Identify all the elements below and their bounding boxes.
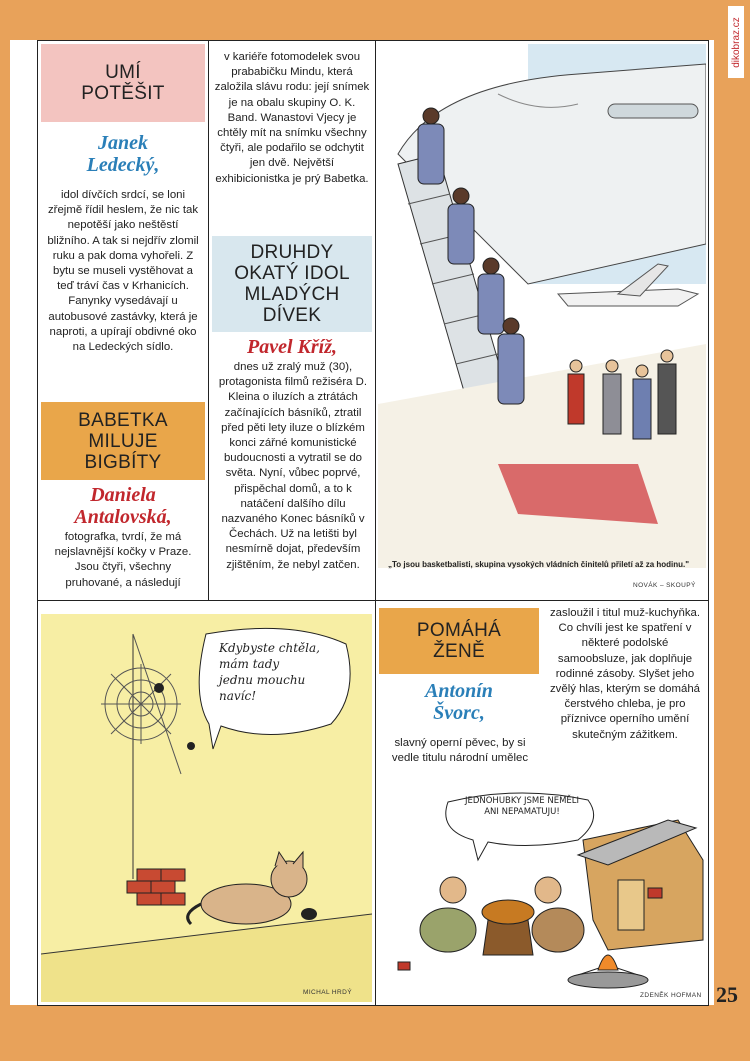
spider-credit: MICHAL HRDÝ	[303, 989, 352, 996]
top-rule	[37, 40, 709, 41]
cave-cartoon	[378, 780, 706, 1002]
airport-cartoon	[378, 44, 706, 589]
article-text-druhdy: dnes už zralý muž (30), protagonista filmů režiséra D. Kleina o iluzích a ztrátách začínajících básníků, ztratil před pěti lety iluze o blízkém konci zářné komunistické budoucnosti a vytratil se do světa. Nyní, vůbec poprvé, přispěchal domů, a to k natáčení dalšího dílu nazvaného Konec básníků v Čechách. Už na letišti byl nesmírně dojat, především zjištěním, že nebyl zatčen.	[218, 361, 368, 571]
column-rule-right	[708, 40, 709, 1005]
person-name-pavel-kriz: Pavel Kříž,	[247, 336, 337, 358]
bottom-rule	[37, 1005, 709, 1006]
column-rule-1	[208, 40, 209, 600]
airport-illustration	[378, 44, 706, 568]
article-text-pomaha: slavný operní pěvec, by si vedle titulu národní umělec	[391, 737, 529, 765]
person-name-antonin-svorc: Antonín Švorc,	[425, 680, 493, 724]
section-heading-pomaha-zene: POMÁHÁ ŽENĚ	[379, 608, 539, 674]
column-rule-2	[375, 40, 376, 1005]
magazine-page	[10, 40, 714, 1005]
person-name-daniela-antalovska: Daniela Antalovská,	[74, 484, 172, 528]
page-number: 25	[716, 982, 738, 1007]
spider-cartoon	[41, 614, 372, 1002]
site-watermark: dikobraz.cz	[728, 6, 744, 78]
airport-credit: NOVÁK – SKOUPÝ	[633, 582, 696, 589]
article-text-umi: idol dívčích srdcí, se loni zřejmě řídil heslem, že nic tak nepotěší jako neštěstí bližního. A tak si nejdřív zlomil ruku a pak doma vyhořeli. Z bytu se museli vystěhovat a teď tráví čas v Krhanicích. Fanynky vysedávají u autobusové zastávky, která je naproti, a upírají obdivné oko na Ledeckých sídlo.	[47, 189, 199, 354]
middle-rule	[37, 600, 709, 601]
airport-caption: „To jsou basketbalisti, skupina vysokých vládních činitelů přiletí až za hodinu."	[388, 560, 690, 569]
spider-speech: Kdybyste chtěla, mám tady jednu mouchu navíc!	[219, 641, 320, 703]
section-heading-druhdy: DRUHDY OKATÝ IDOL MLADÝCH DÍVEK	[212, 236, 372, 332]
cave-speech: JEDNOHUBKY JSME NEMĚLI ANI NEPAMATUJU!	[464, 796, 580, 817]
person-name-janek-ledecky: Janek Ledecký,	[86, 132, 160, 176]
section-heading-umi-potesit: UMÍ POTĚŠIT	[41, 44, 205, 122]
section-heading-babetka: BABETKA MILUJE BIGBÍTY	[41, 402, 205, 480]
article-text-babetka-continued: v kariéře fotomodelek svou prababičku Mindu, která založila slávu rodu: její snímek je na obalu skupiny O. K. Band. Wanastovi Vjecy je chtěly mít na snímku všechny čtyři, ale podařilo se odchytit jen dvě. Největší exhibicionistka je prý Babetka.	[214, 51, 370, 185]
column-rule-left	[37, 40, 38, 1005]
cave-credit: ZDENĚK HOFMAN	[640, 992, 702, 999]
article-text-pomaha-continued: zasloužil i titul muž-kuchyňka. Co chvíli jest ke spatření v některé podolské samoobsluze, jak doplňuje rodinné zásoby. Slyšet jeho zvělý hlas, kterým se domáhá čerstvého chleba, je pro příznivce operního umění skutečným zážitkem.	[549, 607, 701, 741]
article-text-babetka: fotografka, tvrdí, že má nejslavnější kočky v Praze. Jsou čtyři, všechny pruhované, a následují	[54, 531, 192, 589]
